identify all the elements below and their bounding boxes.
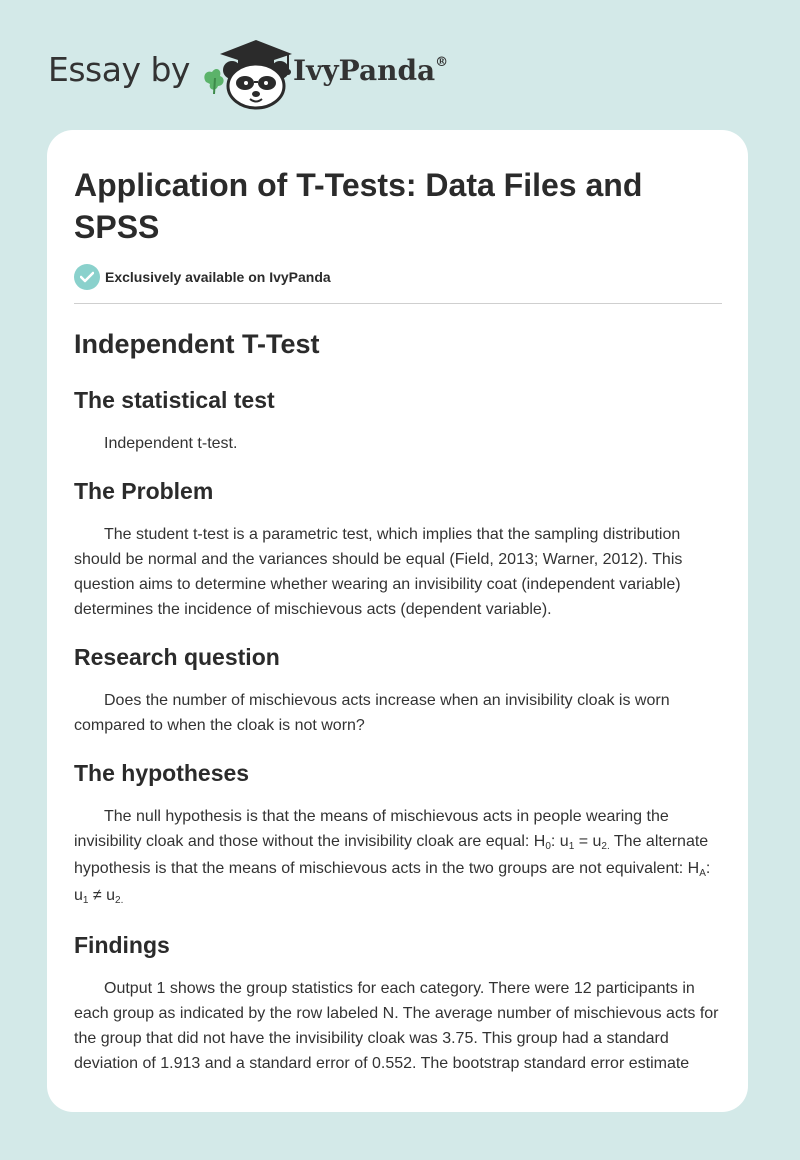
essay-by-label: Essay by (48, 50, 190, 89)
paragraph-findings: Output 1 shows the group statistics for each category. There were 12 participants in each group as indicated by the row labeled N. The average number of mischievous acts for the group that did not have the invisibility cloak was 3.75. This group had a standard deviation of 1.913 and a standard error of 0.552. The bootstrap standard error estimate (74, 980, 719, 1072)
heading-problem: The Problem (74, 478, 214, 504)
hyp-text-4: The alternate hypothesis is that the means of mischievous acts in the two groups are not equivalent: H (74, 833, 709, 877)
registered-mark: ® (435, 54, 449, 70)
brand-name[interactable] (293, 54, 448, 87)
badge-text: Exclusively available on IvyPanda (105, 269, 331, 285)
hyp-sub-2b: 2. (115, 895, 124, 906)
hyp-sub-0: 0 (545, 841, 551, 852)
exclusive-badge (74, 263, 331, 291)
panda-graduate-icon[interactable] (200, 36, 296, 110)
heading-research-question: Research question (74, 644, 280, 670)
article-body (74, 326, 722, 1076)
section-title: Independent T-Test (74, 329, 320, 359)
heading-hypotheses: The hypotheses (74, 760, 250, 786)
hyp-sub-1b: 1 (82, 895, 89, 906)
hyp-text-3: = u (574, 833, 602, 850)
hyp-text-2: : u (550, 833, 569, 850)
paragraph-statistical-test: Independent t-test. (104, 435, 238, 452)
hyp-sub-2: 2. (601, 841, 610, 852)
paragraph-research-question: Does the number of mischievous acts increase when an invisibility cloak is worn compared to when the cloak is not worn? (74, 692, 670, 734)
paragraph-problem: The student t-test is a parametric test, which implies that the sampling distribution should be normal and the variances should be equal (Field, 2013; Warner, 2012). This question aims to determine whether wearing an invisibility coat (independent variable) determines the incidence of mischievous acts (dependent variable). (74, 526, 683, 618)
article-title: Application of T-Tests: Data Files and SPSS (74, 167, 643, 245)
hyp-text-6: ≠ u (88, 887, 116, 904)
check-icon (74, 264, 100, 290)
heading-statistical-test: The statistical test (74, 387, 275, 413)
paragraph-hypotheses (74, 804, 722, 910)
hyp-text-1: The null hypothesis is that the means of mischievous acts in people wearing the invisibility cloak and those without the invisibility cloak are equal: H (74, 808, 669, 850)
site-header (48, 32, 648, 112)
brand-label: IvyPanda (293, 54, 436, 87)
heading-findings: Findings (74, 932, 170, 958)
hyp-text-5: : u (74, 860, 711, 904)
hyp-sub-a: A (699, 868, 706, 879)
hyp-sub-1: 1 (568, 841, 575, 852)
divider (74, 303, 722, 304)
article-card (47, 130, 748, 1112)
